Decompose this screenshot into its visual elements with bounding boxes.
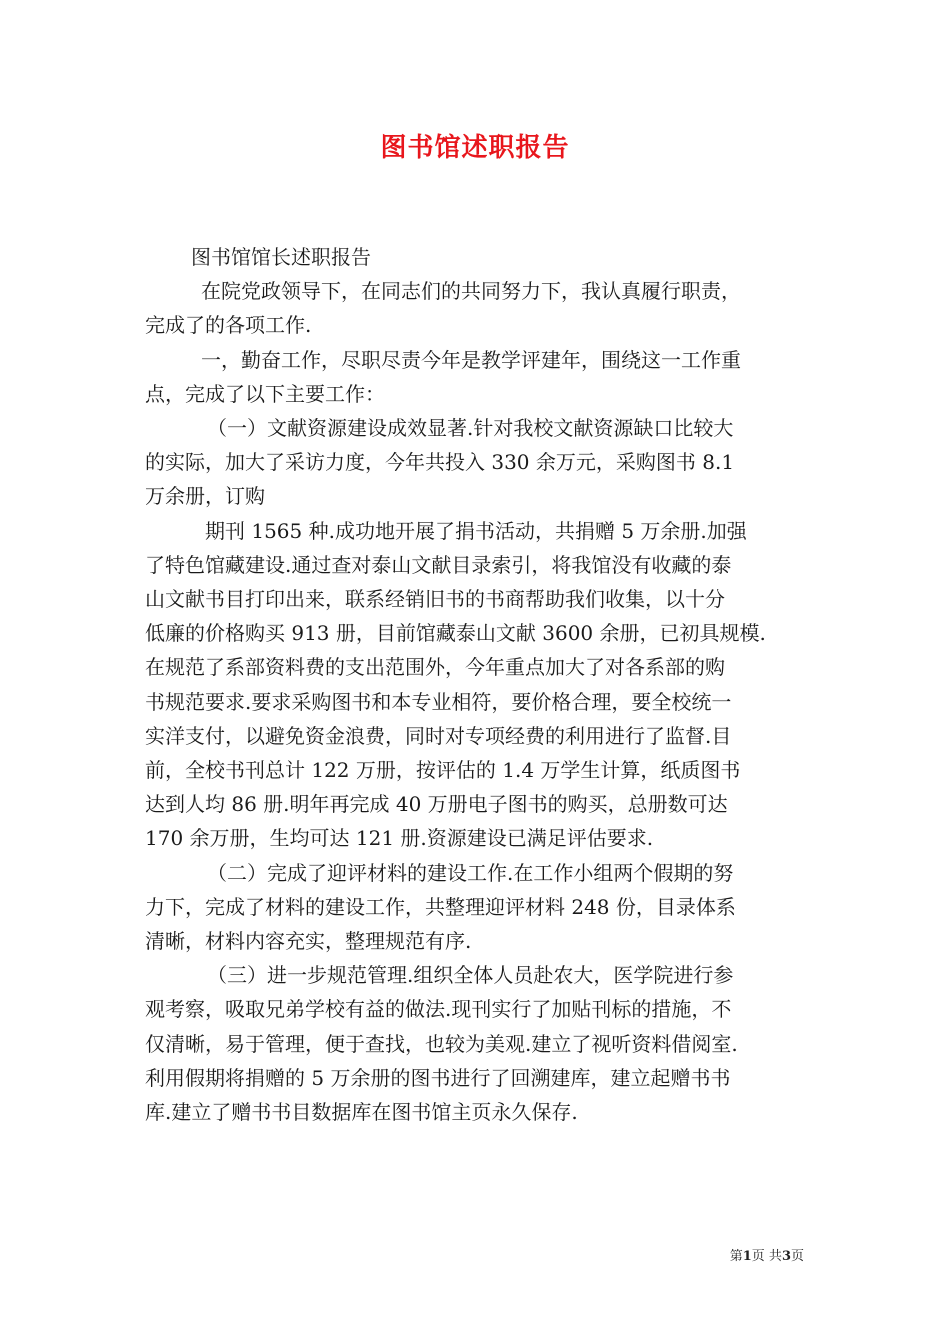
text-line: 清晰，材料内容充实，整理规范有序.	[145, 929, 472, 954]
text-line: 观考察，吸取兄弟学校有益的做法.现刊实行了加贴刊标的措施，不	[145, 997, 732, 1022]
footer-suffix: 页	[790, 1249, 804, 1264]
text-line: 山文献书目打印出来，联系经销旧书的书商帮助我们收集，以十分	[145, 587, 725, 612]
text-line: 170 余万册，生均可达 121 册.资源建设已满足评估要求.	[145, 826, 654, 851]
text-line: 库.建立了赠书书目数据库在图书馆主页永久保存.	[145, 1100, 578, 1125]
text-line: 一，勤奋工作，尽职尽责今年是教学评建年，围绕这一工作重	[201, 347, 741, 372]
footer-middle: 页 共	[751, 1249, 782, 1264]
footer-prefix: 第	[729, 1249, 743, 1264]
text-line: 在院党政领导下，在同志们的共同努力下，我认真履行职责，	[201, 279, 741, 304]
text-line: 万余册，订购	[145, 484, 265, 509]
text-line: 利用假期将捐赠的 5 万余册的图书进行了回溯建库，建立起赠书书	[145, 1065, 731, 1090]
text-line: 仅清晰，易于管理，便于查找，也较为美观.建立了视听资料借阅室.	[145, 1031, 738, 1056]
text-line: 低廉的价格购买 913 册，目前馆藏泰山文献 3600 余册，已初具规模.	[145, 621, 766, 646]
text-line: 在规范了系部资料费的支出范围外，今年重点加大了对各系部的购	[145, 655, 725, 680]
text-line: 达到人均 86 册.明年再完成 40 万册电子图书的购买，总册数可达	[145, 792, 728, 817]
text-line: 的实际，加大了采访力度，今年共投入 330 余万元，采购图书 8.1	[145, 450, 735, 475]
text-line: 了特色馆藏建设.通过查对泰山文献目录索引，将我馆没有收藏的泰	[145, 552, 732, 577]
text-line: （一）文献资源建设成效显著.针对我校文献资源缺口比较大	[207, 416, 734, 441]
page-footer	[730, 1248, 804, 1266]
text-line: 力下，完成了材料的建设工作，共整理迎评材料 248 份，目录体系	[145, 894, 736, 919]
text-line: 书规范要求.要求采购图书和本专业相符，要价格合理，要全校统一	[145, 689, 732, 714]
document-body	[145, 240, 810, 1129]
text-line: 完成了的各项工作.	[145, 313, 312, 338]
text-line: 图书馆馆长述职报告	[191, 245, 371, 269]
text-line: 点，完成了以下主要工作：	[145, 381, 385, 406]
text-line: 期刊 1565 种.成功地开展了捐书活动，共捐赠 5 万余册.加强	[205, 518, 747, 543]
current-page-number: 1	[742, 1249, 752, 1264]
text-line: （三）进一步规范管理.组织全体人员赴农大，医学院进行参	[207, 963, 734, 988]
total-page-number: 3	[781, 1249, 791, 1264]
text-line: 前，全校书刊总计 122 万册，按评估的 1.4 万学生计算，纸质图书	[145, 758, 741, 783]
text-line: 实洋支付，以避免资金浪费，同时对专项经费的利用进行了监督.目	[145, 723, 732, 748]
text-line: （二）完成了迎评材料的建设工作.在工作小组两个假期的努	[207, 860, 734, 885]
document-title: 图书馆述职报告	[380, 133, 570, 163]
